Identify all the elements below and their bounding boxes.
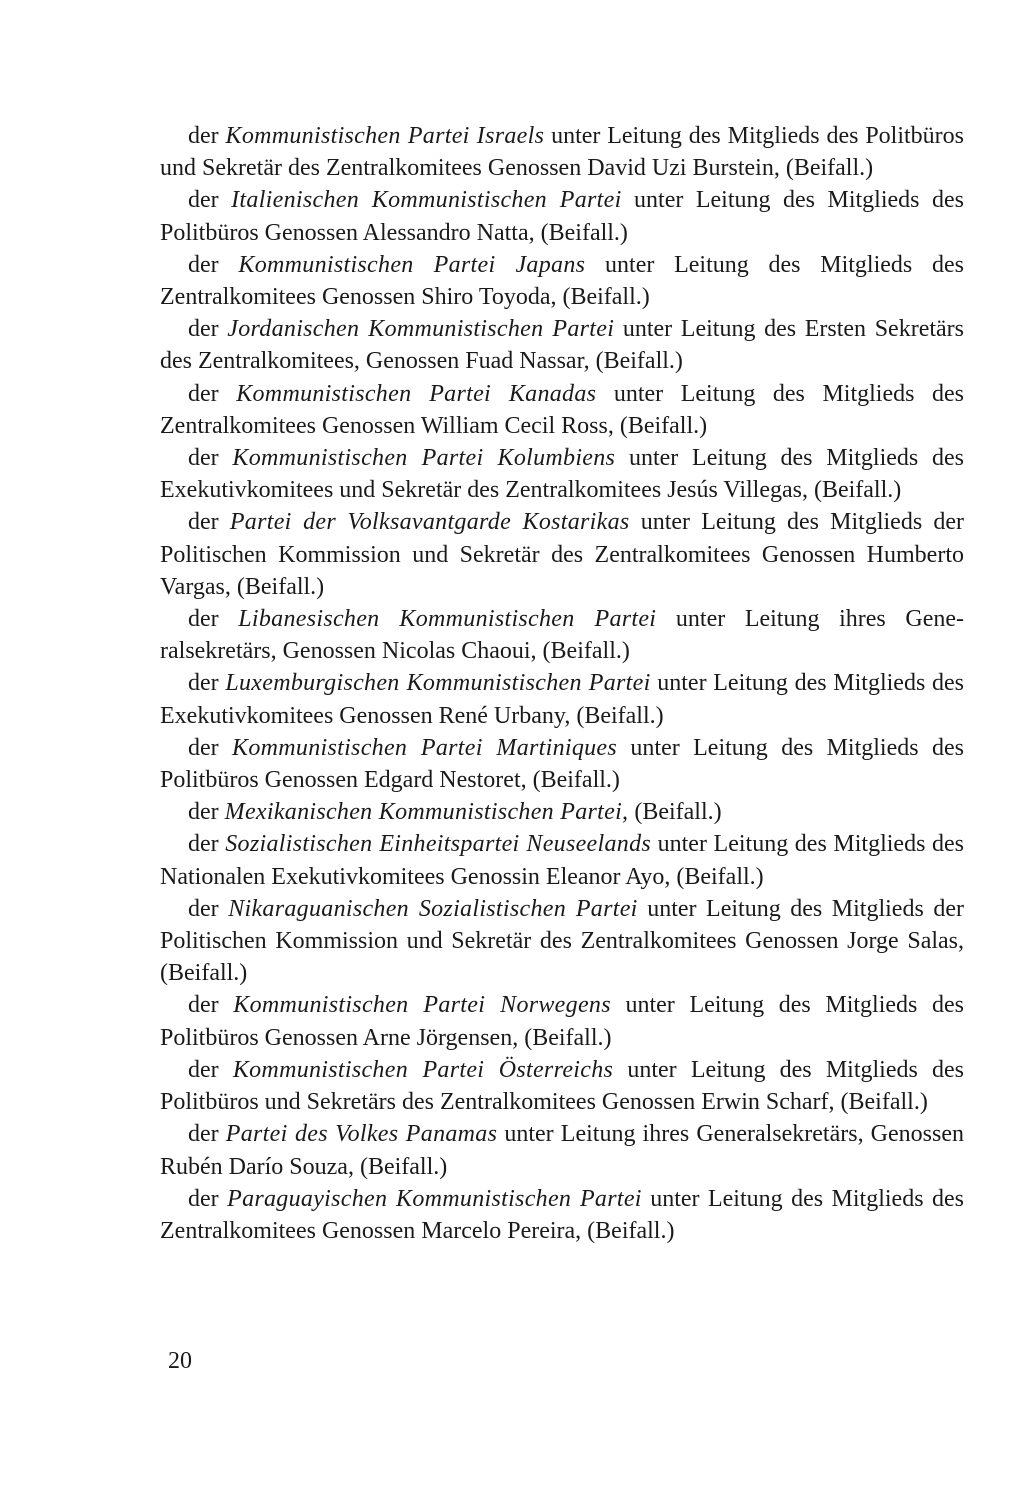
party-name: Italienischen Kommunistischen Partei bbox=[231, 187, 622, 214]
entry-paraguay bbox=[160, 1183, 964, 1247]
party-name: Mexikanischen Kommunistischen Partei, bbox=[224, 799, 629, 826]
entry-lebanon bbox=[160, 603, 964, 667]
party-name: Nikaraguanischen Sozialistischen Partei bbox=[228, 895, 638, 922]
entry-prefix: der bbox=[188, 187, 232, 214]
entry-prefix: der bbox=[188, 1121, 226, 1148]
entry-prefix: der bbox=[188, 992, 234, 1019]
party-name: Kommunistischen Partei Österreichs bbox=[232, 1056, 614, 1083]
entry-text: unter Leitung des Mitglieds des Politbüros Genossen Arne Jörgensen, (Beifall.) bbox=[160, 992, 965, 1051]
party-name: Kommunistischen Partei Kanadas bbox=[236, 380, 597, 407]
entry-prefix: der bbox=[188, 123, 226, 149]
entry-israel bbox=[160, 120, 964, 184]
entry-jordan bbox=[160, 313, 964, 377]
party-name: Kommunistischen Partei Kolumbiens bbox=[232, 445, 616, 472]
entry-text: unter Leitung des Mitglieds der Politischen Kommission und Sekretär des Zentralkomitees Genossen Jorge Salas, (Beifall.) bbox=[160, 895, 964, 987]
entry-prefix: der bbox=[188, 1056, 233, 1083]
entry-prefix: der bbox=[188, 380, 237, 407]
entry-text: (Beifall.) bbox=[628, 799, 722, 826]
entry-text: unter Leitung des Mitglieds des Nationalen Exekutivkomitees Genossin Eleanor Ayo, (Beifall.) bbox=[160, 831, 964, 890]
entry-canada bbox=[160, 378, 964, 442]
party-name: Kommunistischen Partei Israels bbox=[225, 123, 545, 149]
entry-text: unter Leitung des Mitglieds des Exekutivkomitees und Sekretär des Zentralkomitees Jesús Villegas, (Beifall.) bbox=[160, 445, 964, 504]
entry-prefix: der bbox=[188, 1185, 228, 1212]
entry-prefix: der bbox=[188, 734, 233, 761]
entry-text: unter Leitung ihres Generalsekretärs, Genossen Rubén Darío Souza, (Beifall.) bbox=[160, 1121, 964, 1180]
entry-text: unter Leitung des Mitglieds des Zentralkomitees Genossen Marcelo Pereira, (Beifall.) bbox=[160, 1185, 964, 1244]
page-body bbox=[160, 120, 964, 1247]
party-name: Kommunistischen Partei Martiniques bbox=[232, 734, 618, 761]
entry-luxembourg bbox=[160, 667, 964, 731]
party-name: Luxemburgischen Kommunistischen Partei bbox=[225, 670, 651, 697]
entry-prefix: der bbox=[188, 895, 229, 922]
entry-new-zealand bbox=[160, 828, 964, 892]
party-name: Kommunistischen Partei Norwegens bbox=[233, 992, 611, 1019]
entry-prefix: der bbox=[188, 831, 226, 858]
entry-prefix: der bbox=[188, 606, 239, 633]
entry-text: unter Leitung des Mitglieds der Politischen Kommission und Sekretär des Zentralkomitees Genossen Humberto Vargas, (Beifall.) bbox=[160, 509, 964, 600]
entry-text: unter Leitung des Mitglieds des Zentralkomitees Genossen Shiro Toyoda, (Beifall.) bbox=[160, 251, 964, 311]
entry-nicaragua bbox=[160, 893, 964, 990]
entry-japan bbox=[160, 249, 964, 313]
party-name: Partei der Volksavantgarde Kostarikas bbox=[229, 509, 630, 536]
entry-norway bbox=[160, 989, 964, 1053]
entry-text: unter Leitung des Mitglieds des Politbüros Genossen Alessandro Natta, (Beifall.) bbox=[160, 187, 964, 246]
party-name: Partei des Volkes Panamas bbox=[225, 1121, 498, 1148]
party-name: Sozialistischen Einheitspartei Neuseelands bbox=[225, 831, 652, 858]
entry-prefix: der bbox=[188, 799, 225, 826]
entry-text: unter Leitung des Mitglieds des Politbüros Genossen Edgard Nestoret, (Beifall.) bbox=[160, 734, 964, 794]
entry-martinique bbox=[160, 732, 964, 796]
entry-austria bbox=[160, 1054, 964, 1118]
entry-prefix: der bbox=[188, 445, 233, 472]
page-number: 20 bbox=[168, 1348, 192, 1374]
entry-mexico bbox=[160, 796, 964, 828]
entry-panama bbox=[160, 1118, 964, 1182]
entry-costa-rica bbox=[160, 506, 964, 603]
party-name: Jordanischen Kommunistischen Partei bbox=[227, 316, 615, 343]
entry-italy bbox=[160, 184, 964, 248]
party-name: Kommunistischen Partei Japans bbox=[238, 251, 586, 278]
entry-text: unter Leitung des Ersten Sekretärs des Zentralkomitees, Genossen Fuad Nassar, (Beifall.) bbox=[160, 316, 964, 375]
entry-colombia bbox=[160, 442, 964, 506]
party-name: Paraguayischen Kommunistischen Partei bbox=[227, 1185, 642, 1212]
entry-prefix: der bbox=[188, 670, 226, 697]
entry-prefix: der bbox=[188, 509, 230, 536]
entry-text: unter Leitung ihres Generalsekretärs, Genossen Nicolas Chaoui, (Beifall.) bbox=[160, 606, 964, 665]
entry-text: unter Leitung des Mitglieds des Politbüros und Sekretärs des Zentralkomitees Genossen Erwin Scharf, (Beifall.) bbox=[160, 1056, 964, 1116]
entry-prefix: der bbox=[188, 316, 228, 343]
entry-text: unter Leitung des Mitglieds des Zentralkomitees Genossen William Cecil Ross, (Beifall.) bbox=[160, 380, 964, 439]
party-name: Libanesischen Kommunistischen Partei bbox=[238, 606, 657, 633]
entry-text: unter Leitung des Mitglieds des Politbüros und Sekretär des Zentralkomitees Genossen David Uzi Burstein, (Beifall.) bbox=[160, 123, 964, 182]
entry-prefix: der bbox=[188, 251, 239, 278]
entry-text: unter Leitung des Mitglieds des Exekutivkomitees Genossen René Urbany, (Beifall.) bbox=[160, 670, 964, 729]
